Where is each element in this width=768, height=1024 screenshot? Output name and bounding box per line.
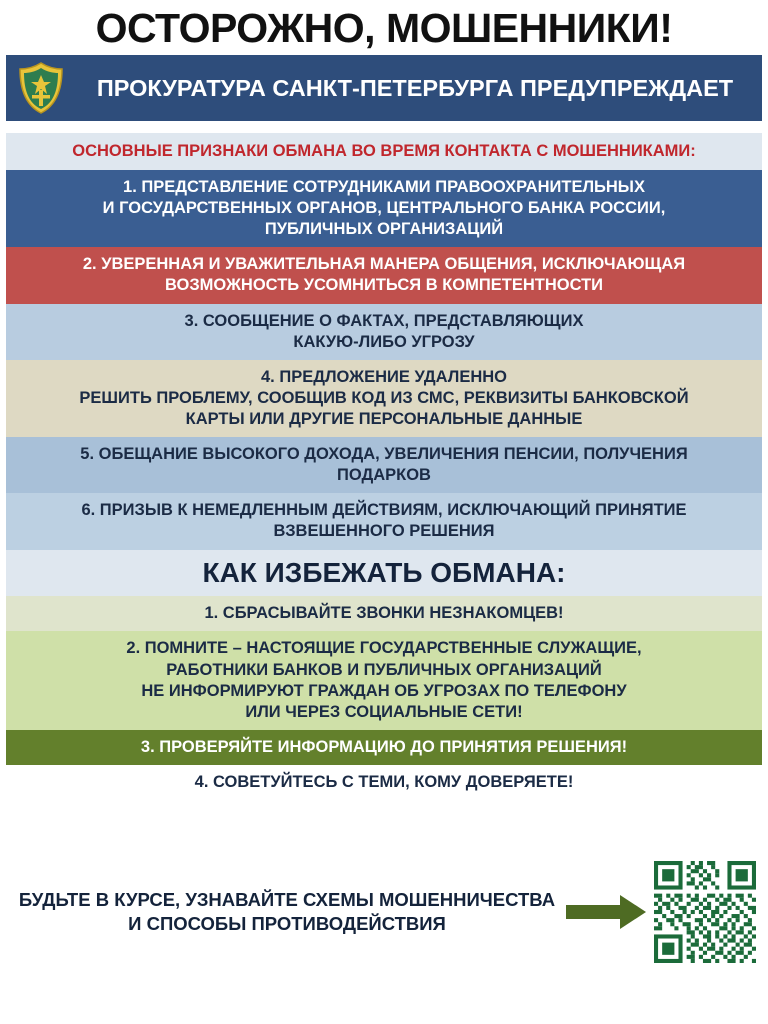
line: 5. ОБЕЩАНИЕ ВЫСОКОГО ДОХОДА, УВЕЛИЧЕНИЯ ПЕНСИИ, ПОЛУЧЕНИЯ bbox=[80, 445, 688, 464]
list-item bbox=[6, 765, 762, 800]
footer-text bbox=[6, 888, 566, 936]
list-item bbox=[6, 493, 762, 549]
line: ВОЗМОЖНОСТЬ УСОМНИТЬСЯ В КОМПЕТЕНТНОСТИ bbox=[164, 276, 604, 295]
line: 1. СБРАСЫВАЙТЕ ЗВОНКИ НЕЗНАКОМЦЕВ! bbox=[204, 604, 564, 623]
line: 3. СООБЩЕНИЕ О ФАКТАХ, ПРЕДСТАВЛЯЮЩИХ bbox=[184, 311, 584, 330]
line: РАБОТНИКИ БАНКОВ И ПУБЛИЧНЫХ ОРГАНИЗАЦИЙ bbox=[166, 660, 602, 679]
list-item bbox=[6, 170, 762, 247]
line: КАКУЮ-ЛИБО УГРОЗУ bbox=[293, 332, 475, 351]
list-item bbox=[6, 437, 762, 493]
line: 3. ПРОВЕРЯЙТЕ ИНФОРМАЦИЮ ДО ПРИНЯТИЯ РЕШЕНИЯ! bbox=[140, 737, 628, 756]
line: ВЗВЕШЕННОГО РЕШЕНИЯ bbox=[273, 522, 495, 541]
line: РЕШИТЬ ПРОБЛЕМУ, СООБЩИВ КОД ИЗ СМС, РЕКВИЗИТЫ БАНКОВСКОЙ bbox=[79, 388, 689, 407]
line: НЕ ИНФОРМИРУЮТ ГРАЖДАН ОБ УГРОЗАХ ПО ТЕЛЕФОНУ bbox=[141, 681, 627, 700]
section2-heading: КАК ИЗБЕЖАТЬ ОБМАНА: bbox=[6, 550, 762, 597]
line: ПУБЛИЧНЫХ ОРГАНИЗАЦИЙ bbox=[264, 220, 504, 239]
page-title: ОСТОРОЖНО, МОШЕННИКИ! bbox=[95, 5, 673, 51]
line: ИЛИ ЧЕРЕЗ СОЦИАЛЬНЫЕ СЕТИ! bbox=[245, 702, 523, 721]
line: И СПОСОБЫ ПРОТИВОДЕЙСТВИЯ bbox=[128, 913, 446, 935]
line: 6. ПРИЗЫВ К НЕМЕДЛЕННЫМ ДЕЙСТВИЯМ, ИСКЛЮЧАЮЩИЙ ПРИНЯТИЕ bbox=[81, 501, 687, 520]
line: КАРТЫ ИЛИ ДРУГИЕ ПЕРСОНАЛЬНЫЕ ДАННЫЕ bbox=[185, 409, 583, 428]
prosecutor-emblem-icon bbox=[10, 57, 72, 119]
line: БУДЬТЕ В КУРСЕ, УЗНАВАЙТЕ СХЕМЫ МОШЕННИЧЕСТВА bbox=[18, 888, 556, 910]
spacer-top bbox=[0, 121, 768, 133]
line: 2. УВЕРЕННАЯ И УВАЖИТЕЛЬНАЯ МАНЕРА ОБЩЕНИЯ, ИСКЛЮЧАЮЩАЯ bbox=[82, 255, 686, 274]
section1-heading: ОСНОВНЫЕ ПРИЗНАКИ ОБМАНА ВО ВРЕМЯ КОНТАКТА С МОШЕННИКАМИ: bbox=[6, 133, 762, 170]
list-item bbox=[6, 304, 762, 360]
list-item bbox=[6, 247, 762, 303]
list-item bbox=[6, 596, 762, 631]
line: 4. ПРЕДЛОЖЕНИЕ УДАЛЕННО bbox=[261, 367, 507, 386]
line: И ГОСУДАРСТВЕННЫХ ОРГАНОВ, ЦЕНТРАЛЬНОГО БАНКА РОССИИ, bbox=[102, 199, 666, 218]
header-band bbox=[6, 55, 762, 121]
line: ПОДАРКОВ bbox=[337, 466, 431, 485]
line: 1. ПРЕДСТАВЛЕНИЕ СОТРУДНИКАМИ ПРАВООХРАНИТЕЛЬНЫХ bbox=[123, 177, 645, 196]
line: 4. СОВЕТУЙТЕСЬ С ТЕМИ, КОМУ ДОВЕРЯЕТЕ! bbox=[194, 772, 574, 791]
footer bbox=[6, 800, 762, 1024]
list-item bbox=[6, 360, 762, 437]
header-title: ПРОКУРАТУРА САНКТ-ПЕТЕРБУРГА ПРЕДУПРЕЖДАЕТ bbox=[96, 74, 734, 101]
qr-code[interactable] bbox=[654, 861, 756, 963]
list-item bbox=[6, 730, 762, 765]
list-item bbox=[6, 631, 762, 729]
line: 2. ПОМНИТЕ – НАСТОЯЩИЕ ГОСУДАРСТВЕННЫЕ СЛУЖАЩИЕ, bbox=[126, 639, 642, 658]
arrow-right-icon bbox=[566, 895, 648, 929]
